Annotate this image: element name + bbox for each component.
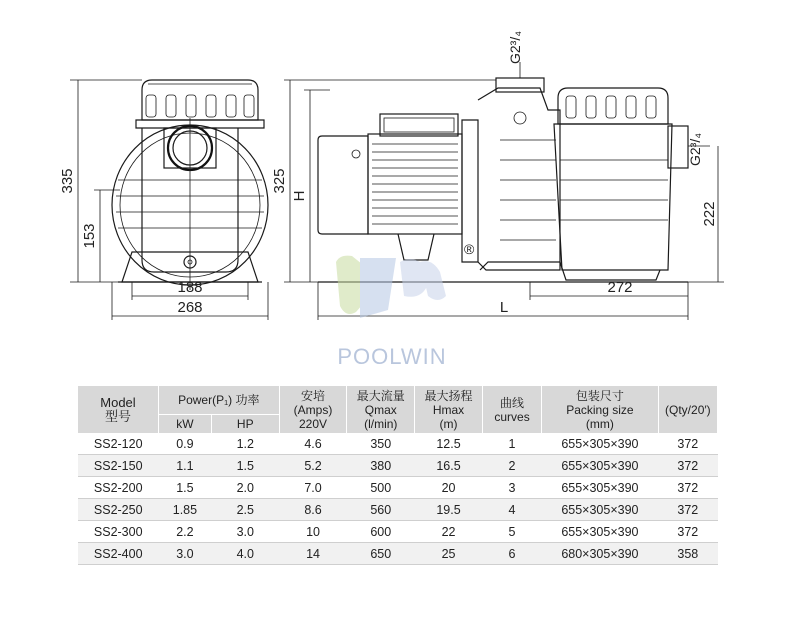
- cell-amps: 8.6: [279, 499, 347, 521]
- cell-qty: 372: [658, 521, 717, 543]
- dim-front-lower-height: 153: [81, 223, 98, 249]
- cell-amps: 14: [279, 543, 347, 565]
- col-packing-cn: 包装尺寸: [575, 388, 624, 403]
- col-qty: [658, 386, 717, 433]
- col-qmax-cn: 最大流量: [356, 388, 405, 403]
- cell-curve: 6: [482, 543, 541, 565]
- col-qmax: [347, 386, 415, 433]
- col-curves-label: curves: [494, 409, 530, 424]
- cell-packing-size: 655×305×390: [542, 433, 658, 455]
- table-header-row: [78, 386, 718, 415]
- col-amps: [279, 386, 347, 433]
- cell-model: SS2-300: [78, 521, 158, 543]
- cell-packing-size: 680×305×390: [542, 543, 658, 565]
- cell-model: SS2-200: [78, 477, 158, 499]
- cell-hp: 2.5: [211, 499, 279, 521]
- cell-kw: 2.2: [158, 521, 211, 543]
- col-packing: [542, 386, 658, 433]
- cell-qmax: 650: [347, 543, 415, 565]
- spec-table-body: [78, 433, 718, 565]
- cell-amps: 7.0: [279, 477, 347, 499]
- cell-hmax: 12.5: [415, 433, 483, 455]
- port-top-label: G2³/₄: [507, 31, 523, 64]
- cell-qmax: 350: [347, 433, 415, 455]
- dim-side-h-label: H: [291, 190, 308, 202]
- col-curves-cn: 曲线: [500, 395, 525, 410]
- cell-curve: 2: [482, 455, 541, 477]
- table-row: [78, 455, 718, 477]
- cell-qty: 372: [658, 455, 717, 477]
- cell-packing-size: 655×305×390: [542, 455, 658, 477]
- cell-hp: 3.0: [211, 521, 279, 543]
- cell-hmax: 19.5: [415, 499, 483, 521]
- table-row: [78, 499, 718, 521]
- spec-table: [78, 386, 718, 565]
- port-side-label: G2³/₄: [687, 133, 703, 166]
- col-model-cn: 型号: [104, 408, 131, 424]
- dim-front-total-width: 268: [177, 299, 203, 316]
- cell-curve: 3: [482, 477, 541, 499]
- cell-amps: 4.6: [279, 433, 347, 455]
- dim-side-inlet-height: 222: [701, 201, 718, 227]
- cell-hp: 1.5: [211, 455, 279, 477]
- col-packing-label: Packing size: [566, 402, 634, 417]
- dim-side-length-label: L: [499, 299, 509, 316]
- cell-hmax: 25: [415, 543, 483, 565]
- cell-packing-size: 655×305×390: [542, 521, 658, 543]
- cell-kw: 1.5: [158, 477, 211, 499]
- col-model-label: Model: [100, 394, 136, 410]
- cell-curve: 5: [482, 521, 541, 543]
- cell-kw: 1.1: [158, 455, 211, 477]
- col-hp: HP: [211, 415, 279, 434]
- cell-hmax: 20: [415, 477, 483, 499]
- col-hmax-label: Hmax: [432, 402, 465, 417]
- cell-model: SS2-150: [78, 455, 158, 477]
- cell-hmax: 16.5: [415, 455, 483, 477]
- col-hmax-cn: 最大扬程: [424, 388, 473, 403]
- col-power-label: Power(P₁): [178, 393, 233, 407]
- col-voltage: 220V: [299, 416, 328, 431]
- cell-kw: 0.9: [158, 433, 211, 455]
- cell-model: SS2-120: [78, 433, 158, 455]
- cell-qmax: 600: [347, 521, 415, 543]
- cell-qmax: 500: [347, 477, 415, 499]
- col-qmax-unit: (l/min): [364, 416, 398, 431]
- col-hmax-unit: (m): [439, 416, 458, 431]
- table-row: [78, 477, 718, 499]
- cell-kw: 3.0: [158, 543, 211, 565]
- col-hmax: [415, 386, 483, 433]
- col-power-cn: 功率: [235, 393, 260, 407]
- cell-packing-size: 655×305×390: [542, 499, 658, 521]
- cell-hmax: 22: [415, 521, 483, 543]
- watermark-brand: POOLWIN: [337, 344, 447, 369]
- poolwin-logo: [336, 256, 446, 318]
- dim-front-height: 335: [59, 168, 76, 194]
- col-qmax-label: Qmax: [364, 402, 397, 417]
- table-row: [78, 543, 718, 565]
- cell-curve: 4: [482, 499, 541, 521]
- col-qty-label: (Qty/20′): [665, 402, 711, 417]
- dim-side-height: 325: [271, 168, 288, 194]
- col-kw: kW: [158, 415, 211, 434]
- dim-side-base-width: 272: [607, 279, 633, 296]
- cell-qty: 372: [658, 499, 717, 521]
- cell-curve: 1: [482, 433, 541, 455]
- front-view: [112, 80, 268, 290]
- table-row: [78, 433, 718, 455]
- cell-hp: 4.0: [211, 543, 279, 565]
- cell-qty: 372: [658, 433, 717, 455]
- col-power: [158, 386, 279, 415]
- cell-qty: 372: [658, 477, 717, 499]
- cell-qmax: 380: [347, 455, 415, 477]
- cell-qty: 358: [658, 543, 717, 565]
- side-view: [318, 62, 710, 282]
- col-curves: [482, 386, 541, 433]
- cell-model: SS2-400: [78, 543, 158, 565]
- cell-packing-size: 655×305×390: [542, 477, 658, 499]
- cell-kw: 1.85: [158, 499, 211, 521]
- col-packing-unit: (mm): [585, 416, 614, 431]
- cell-amps: 10: [279, 521, 347, 543]
- cell-qmax: 560: [347, 499, 415, 521]
- cell-amps: 5.2: [279, 455, 347, 477]
- table-row: [78, 521, 718, 543]
- col-amps-cn: 安培: [301, 388, 326, 403]
- cell-hp: 2.0: [211, 477, 279, 499]
- dim-front-inner-width: 188: [177, 279, 203, 296]
- col-amps-label: (Amps): [293, 402, 333, 417]
- cell-model: SS2-250: [78, 499, 158, 521]
- col-model: [78, 386, 158, 433]
- cell-hp: 1.2: [211, 433, 279, 455]
- registered-mark: ®: [464, 241, 475, 257]
